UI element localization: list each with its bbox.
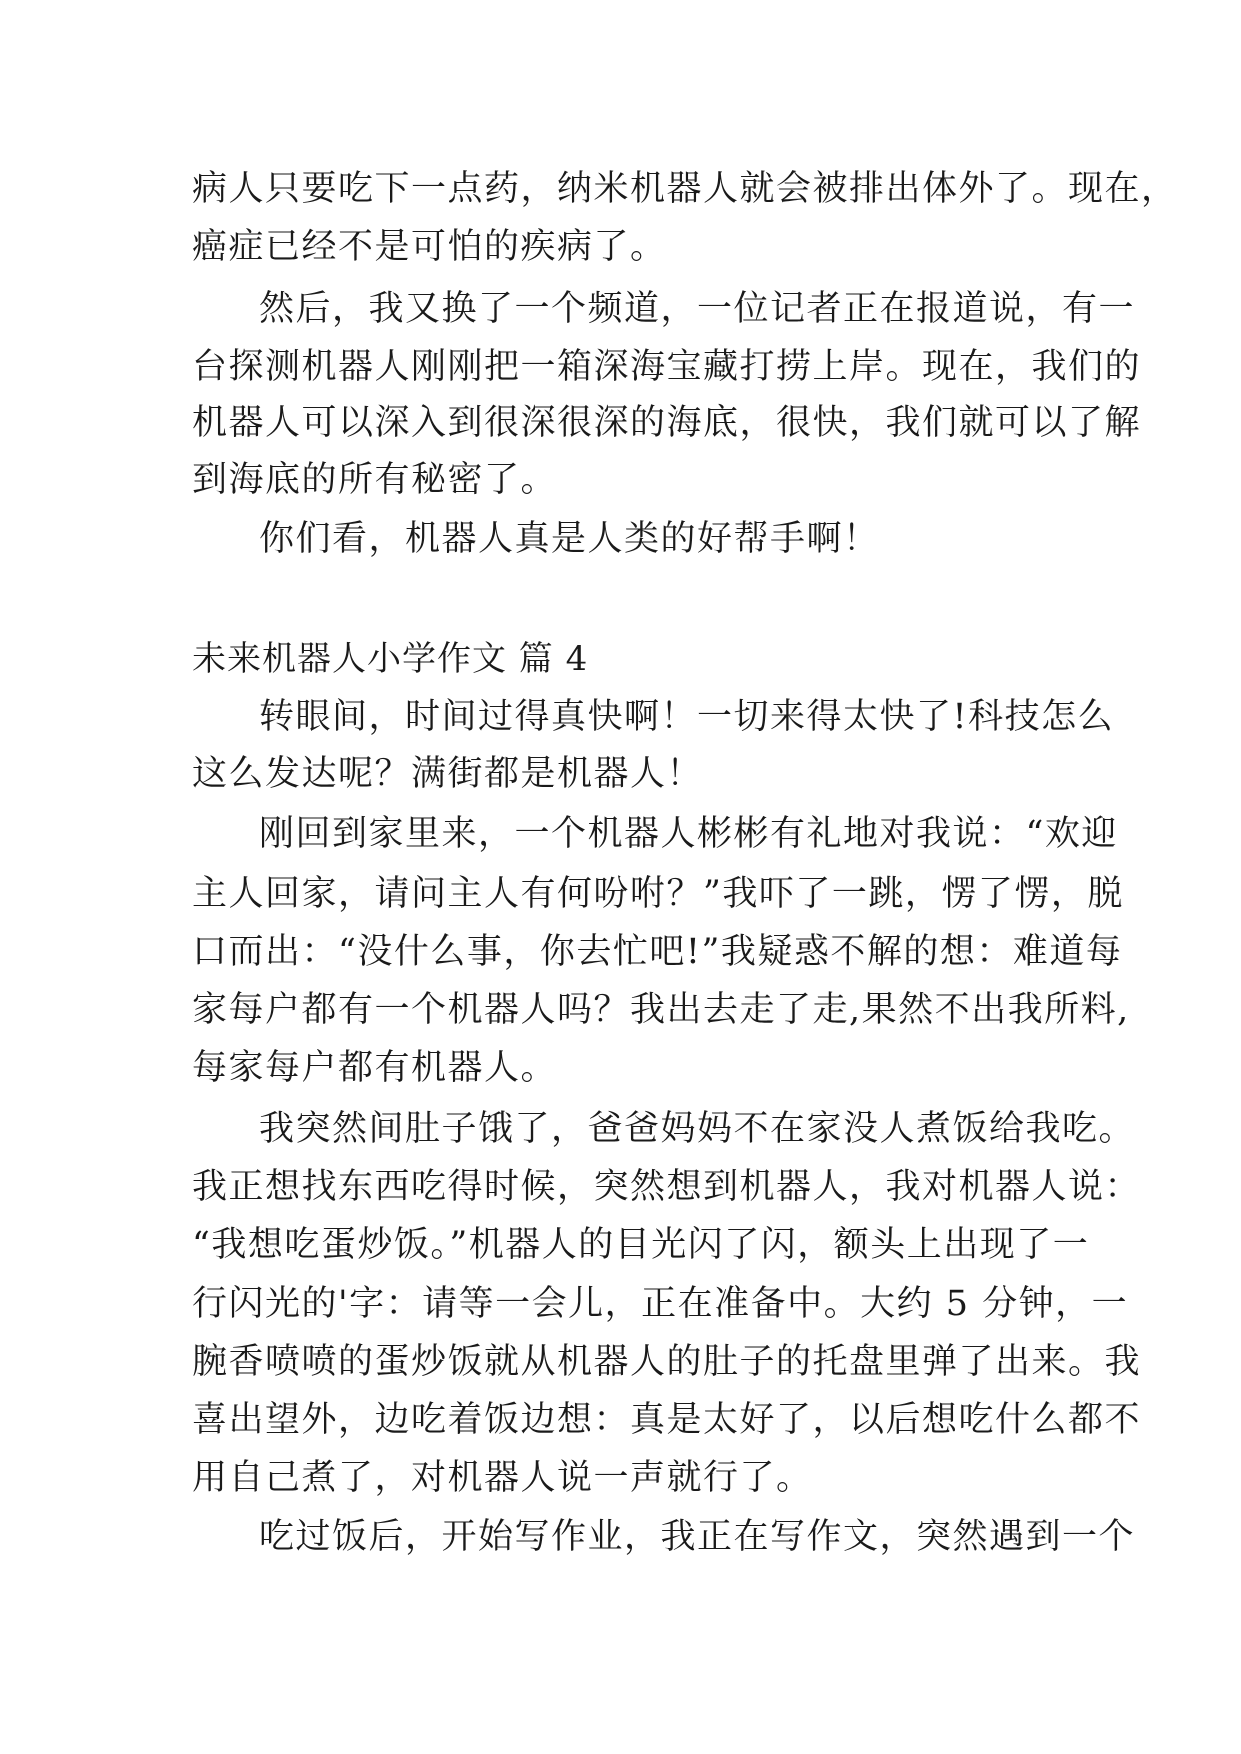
text-line: 行闪光的'字：请等一会儿，正在准备中。大约 5 分钟，一 [192,1284,1129,1324]
text-line: 病人只要吃下一点药，纳米机器人就会被排出体外了。现在， [192,169,1178,209]
text-line: 喜出望外，边吃着饭边想：真是太好了，以后想吃什么都不 [192,1400,1142,1440]
paragraph-first-line: 你们看，机器人真是人类的好帮手啊！ [259,519,880,559]
paragraph-first-line: 转眼间，时间过得真快啊！一切来得太快了!科技怎么 [259,697,1115,737]
text-line: 主人回家，请问主人有何吩咐？”我吓了一跳，愣了愣，脱 [192,874,1124,914]
paragraph-first-line: 然后，我又换了一个频道，一位记者正在报道说，有一 [259,289,1136,329]
text-line: 机器人可以深入到很深很深的海底，很快，我们就可以了解 [192,403,1142,443]
text-line: 腕香喷喷的蛋炒饭就从机器人的肚子的托盘里弹了出来。我 [192,1342,1142,1382]
text-line: 台探测机器人刚刚把一箱深海宝藏打捞上岸。现在，我们的 [192,347,1142,387]
text-line: 口而出：“没什么事，你去忙吧!”我疑惑不解的想：难道每 [192,932,1123,972]
text-line: 每家每户都有机器人。 [192,1048,558,1088]
text-line: 癌症已经不是可怕的疾病了。 [192,227,667,267]
text-line: 家每户都有一个机器人吗？我出去走了走,果然不出我所料, [192,990,1130,1030]
text-line: 到海底的所有秘密了。 [192,460,558,500]
paragraph-first-line: 刚回到家里来，一个机器人彬彬有礼地对我说：“欢迎 [259,814,1118,854]
text-line: 这么发达呢？满街都是机器人！ [192,754,704,794]
paragraph-first-line: 吃过饭后，开始写作业，我正在写作文，突然遇到一个 [259,1517,1136,1557]
text-line: 用自己煮了，对机器人说一声就行了。 [192,1458,813,1498]
section-heading: 未来机器人小学作文 篇 4 [192,639,589,679]
paragraph-first-line: 我突然间肚子饿了，爸爸妈妈不在家没人煮饭给我吃。 [259,1109,1136,1149]
text-line: 我正想找东西吃得时候，突然想到机器人，我对机器人说： [192,1167,1142,1207]
text-line: “我想吃蛋炒饭。”机器人的目光闪了闪，额头上出现了一 [192,1225,1090,1265]
